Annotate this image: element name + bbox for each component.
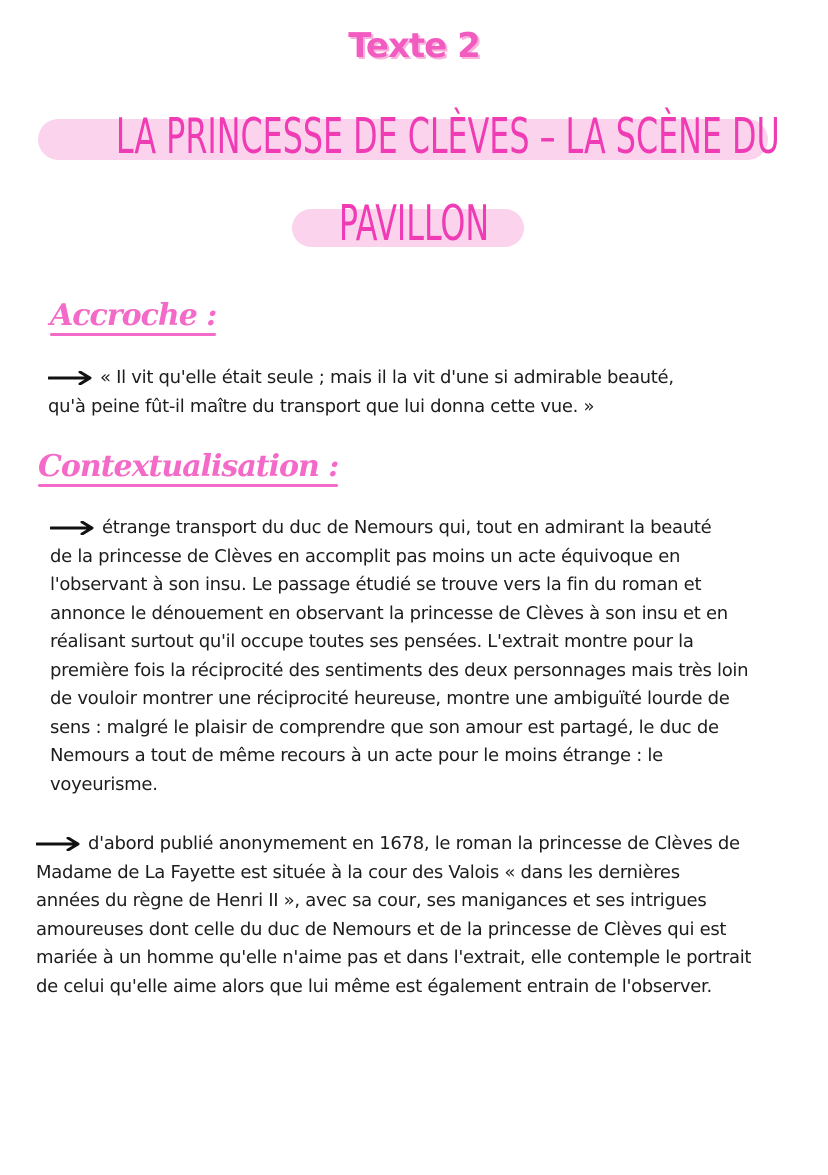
p1-line: l'observant à son insu. Le passage étudié se trouve vers la fin du roman et (50, 574, 702, 595)
p1-line (50, 514, 748, 543)
accroche-heading (50, 298, 216, 333)
p2-line: Madame de La Fayette est située à la cour des Valois « dans les dernières (36, 861, 680, 883)
p1-line: première fois la réciprocité des sentiments des deux personnages mais très loin (50, 659, 749, 681)
accroche-text-1: « Il vit qu'elle était seule ; mais il la vit d'une si admirable beauté, (100, 367, 674, 388)
p2-line (36, 830, 751, 859)
accroche-line-1 (48, 364, 674, 393)
contextualisation-heading (38, 449, 338, 484)
accroche-line-2: qu'à peine fût-il maître du transport que lui donna cette vue. » (48, 395, 595, 417)
p2-line: années du règne de Henri II », avec sa cour, ses manigances et ses intrigues (36, 890, 707, 911)
accroche-underline (50, 333, 216, 336)
p2-line: amoureuses dont celle du duc de Nemours et de la princesse de Clèves qui est (36, 918, 727, 940)
context-paragraph-1 (50, 514, 748, 799)
p1-line: annonce le dénouement en observant la princesse de Clèves à son insu et en (50, 602, 728, 624)
contextualisation-underline (38, 484, 338, 487)
p1-line: de vouloir montrer une réciprocité heureuse, montre une ambiguïté lourde de (50, 688, 730, 709)
p1-line: sens : malgré le plaisir de comprendre que son amour est partagé, le duc de (50, 716, 719, 738)
p2-line: mariée à un homme qu'elle n'aime pas et dans l'extrait, elle contemple le portrait (36, 947, 752, 968)
p1-line: réalisant surtout qu'il occupe toutes ses pensées. L'extrait montre pour la (50, 631, 694, 652)
p2-text-0: d'abord publié anonymement en 1678, le roman la princesse de Clèves de (88, 833, 740, 854)
right-arrow-icon (50, 521, 94, 535)
contextualisation-heading-text: Contextualisation : (38, 449, 339, 484)
context-paragraph-2 (36, 830, 751, 1001)
accroche-quote (48, 364, 674, 421)
p2-line: de celui qu'elle aime alors que lui même est également entrain de l'observer. (36, 975, 712, 997)
p1-line: Nemours a tout de même recours à un acte pour le moins étrange : le (50, 745, 663, 766)
page-title-line-1: LA PRINCESSE DE CLÈVES – LA SCÈNE DU (115, 108, 780, 165)
accroche-heading-text: Accroche : (50, 298, 217, 333)
page-title-line-2: PAVILLON (338, 195, 490, 252)
texte-label: Texte 2 (348, 26, 480, 66)
right-arrow-icon (48, 371, 92, 385)
p1-line: de la princesse de Clèves en accomplit pas moins un acte équivoque en (50, 545, 681, 567)
right-arrow-icon (36, 837, 80, 851)
p1-line: voyeurisme. (50, 773, 158, 795)
p1-text-0: étrange transport du duc de Nemours qui, tout en admirant la beauté (102, 517, 712, 538)
